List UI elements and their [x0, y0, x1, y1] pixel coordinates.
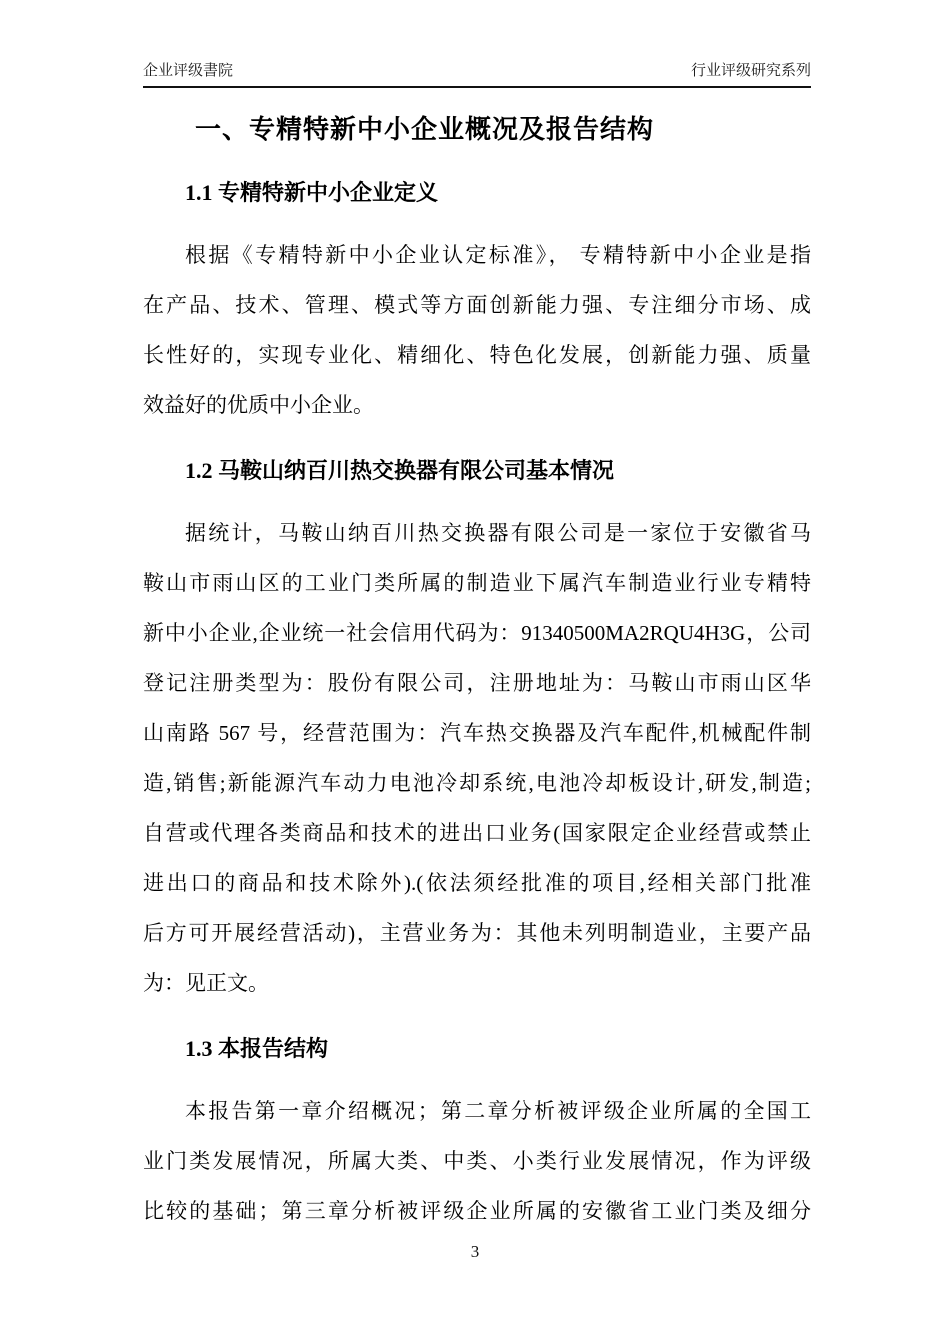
chapter-title: 一、专精特新中小企业概况及报告结构: [195, 115, 655, 144]
section-heading-1-3: 1.3 本报告结构: [185, 1036, 329, 1061]
section-1-3-paragraph: [143, 1086, 811, 1236]
header-rule: [143, 62, 811, 88]
paragraph-line: 登记注册类型为：股份有限公司，注册地址为：马鞍山市雨山区华: [143, 671, 811, 695]
paragraph-line: 效益好的优质中小企业。: [143, 393, 374, 417]
paragraph-line: 在产品、技术、管理、模式等方面创新能力强、专注细分市场、成: [143, 293, 811, 317]
paragraph-line: 造,销售;新能源汽车动力电池冷却系统,电池冷却板设计,研发,制造;: [143, 771, 811, 795]
paragraph-line: 后方可开展经营活动)，主营业务为：其他未列明制造业，主要产品: [143, 921, 811, 945]
section-heading-1-1: 1.1 专精特新中小企业定义: [185, 180, 439, 205]
section-1-1-paragraph: [143, 230, 811, 430]
paragraph-line: 根据《专精特新中小企业认定标准》， 专精特新中小企业是指: [185, 243, 811, 267]
section-1-2-paragraph: [143, 508, 811, 1008]
section-heading-1-2: 1.2 马鞍山纳百川热交换器有限公司基本情况: [185, 458, 615, 483]
paragraph-line: 鞍山市雨山区的工业门类所属的制造业下属汽车制造业行业专精特: [143, 571, 811, 595]
page-number: 3: [470, 1242, 480, 1261]
paragraph-line: 据统计，马鞍山纳百川热交换器有限公司是一家位于安徽省马: [185, 521, 811, 545]
paragraph-line: 新中小企业,企业统一社会信用代码为：91340500MA2RQU4H3G，公司: [143, 621, 811, 645]
paragraph-line: 为：见正文。: [143, 971, 269, 995]
paragraph-line: 自营或代理各类商品和技术的进出口业务(国家限定企业经营或禁止: [143, 821, 811, 845]
page-footer: [0, 1240, 950, 1264]
header-left-label: 企业评级書院: [143, 62, 234, 79]
paragraph-line: 长性好的，实现专业化、精细化、特色化发展，创新能力强、质量: [143, 343, 811, 367]
paragraph-line: 业门类发展情况，所属大类、中类、小类行业发展情况，作为评级: [143, 1149, 811, 1173]
paragraph-line: 山南路 567 号，经营范围为：汽车热交换器及汽车配件,机械配件制: [143, 721, 811, 745]
page-header: [143, 0, 811, 88]
header-right-label: 行业评级研究系列: [690, 62, 811, 79]
paragraph-line: 比较的基础；第三章分析被评级企业所属的安徽省工业门类及细分: [143, 1199, 811, 1223]
paragraph-line: 本报告第一章介绍概况；第二章分析被评级企业所属的全国工: [185, 1099, 811, 1123]
paragraph-line: 进出口的商品和技术除外).(依法须经批准的项目,经相关部门批准: [143, 871, 811, 895]
